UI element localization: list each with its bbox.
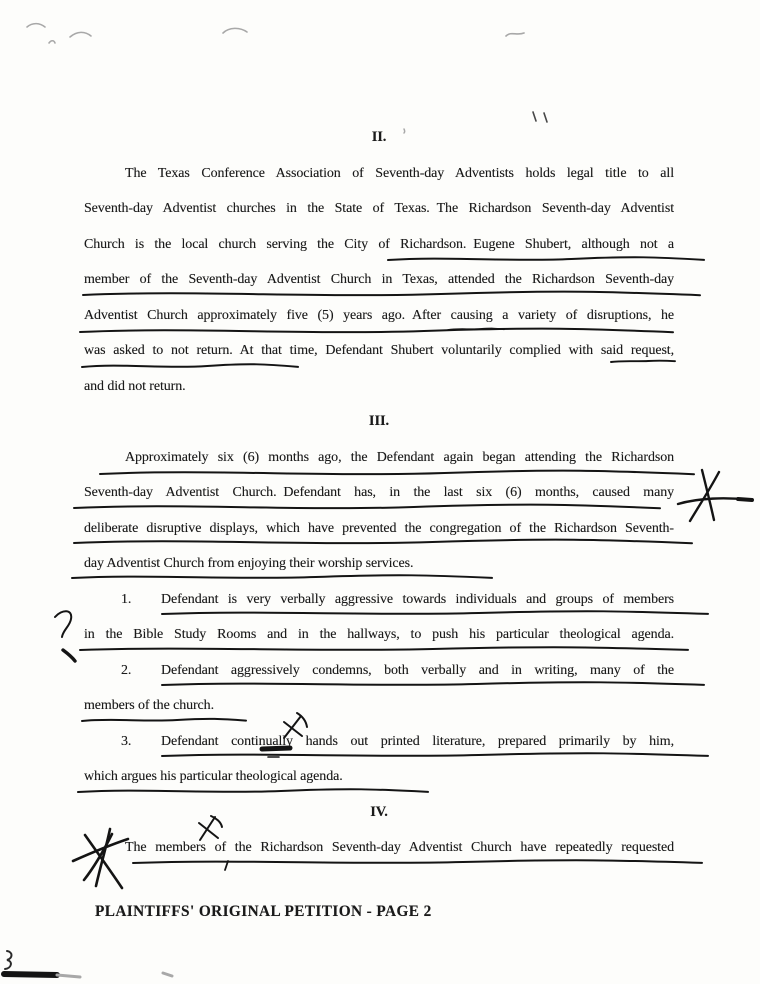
right-margin-asterisk xyxy=(678,498,750,504)
numbered-item-2-line xyxy=(84,653,674,689)
numbered-item-1-line: in the Bible Study Rooms and in the hallways, to push his particular theological agenda. xyxy=(84,627,674,642)
question-mark-dot xyxy=(63,650,75,661)
bottom-left-bar-fade xyxy=(163,973,172,976)
numbered-item-3-line xyxy=(84,724,674,760)
section-heading-iii: III. xyxy=(368,413,390,429)
top-left-smudge xyxy=(70,32,91,37)
paragraph-iii-line: Seventh-day Adventist Church. Defendant has, in the last six (6) months, caused many xyxy=(84,485,674,500)
bottom-left-bar xyxy=(4,974,57,975)
paragraph-iii-line: Approximately six (6) months ago, the Defendant again began attending the Richardson xyxy=(125,449,674,465)
section-heading-iv: IV. xyxy=(370,803,388,820)
paragraph-ii-line: was asked to not return. At that time, Defendant Shubert voluntarily complied with said request, xyxy=(84,343,674,358)
top-left-smudge xyxy=(27,24,45,27)
numbered-item-1-line xyxy=(84,582,674,618)
paragraph-ii-line: Seventh-day Adventist churches in the State of Texas. The Richardson Seventh-day Adventist xyxy=(84,201,674,216)
right-margin-asterisk-blob xyxy=(738,499,752,500)
paragraph-ii-line: The Texas Conference Association of Seventh-day Adventists holds legal title to all xyxy=(125,165,674,181)
document-body xyxy=(84,120,674,866)
item-number: 1. xyxy=(121,591,132,607)
page-footer-title: PLAINTIFFS' ORIGINAL PETITION - PAGE 2 xyxy=(95,903,432,920)
top-right-smudge xyxy=(506,33,524,36)
item-text: Defendant aggressively condemns, both verbally and in writing, many of the xyxy=(161,662,674,678)
item-text: Defendant is very verbally aggressive towards individuals and groups of members xyxy=(161,591,674,607)
paragraph-iii-line: deliberate disruptive displays, which have prevented the congregation of the Richardson Seventh- xyxy=(84,520,674,536)
bottom-left-bar-fade xyxy=(57,975,80,977)
question-mark xyxy=(55,611,71,637)
item-number: 2. xyxy=(121,662,132,678)
section-heading-ii: II. xyxy=(371,129,387,145)
item-number: 3. xyxy=(121,733,132,749)
numbered-item-2-line: members of the church. xyxy=(84,698,214,713)
right-margin-asterisk xyxy=(702,470,714,520)
right-margin-asterisk xyxy=(690,472,719,521)
paragraph-ii-line: member of the Seventh-day Adventist Church in Texas, attended the Richardson Seventh-day xyxy=(84,272,674,287)
paragraph-iii-line: day Adventist Church from enjoying their worship services. xyxy=(84,556,414,571)
paragraph-ii-line: Adventist Church approximately five (5) years ago. After causing a variety of disruptions, he xyxy=(84,307,674,323)
paragraph-ii-line: and did not return. xyxy=(84,378,186,394)
top-center-smudge xyxy=(223,28,247,33)
paragraph-ii-line: Church is the local church serving the City of Richardson. Eugene Shubert, although not a xyxy=(84,236,674,252)
bottom-left-glyph xyxy=(5,951,12,969)
item-text: Defendant continually hands out printed literature, prepared primarily by him, xyxy=(161,733,674,749)
top-left-smudge xyxy=(49,41,55,43)
paragraph-iv-line: The members of the Richardson Seventh-day Adventist Church have repeatedly requested xyxy=(125,840,674,855)
numbered-item-3-line: which argues his particular theological agenda. xyxy=(84,769,343,784)
